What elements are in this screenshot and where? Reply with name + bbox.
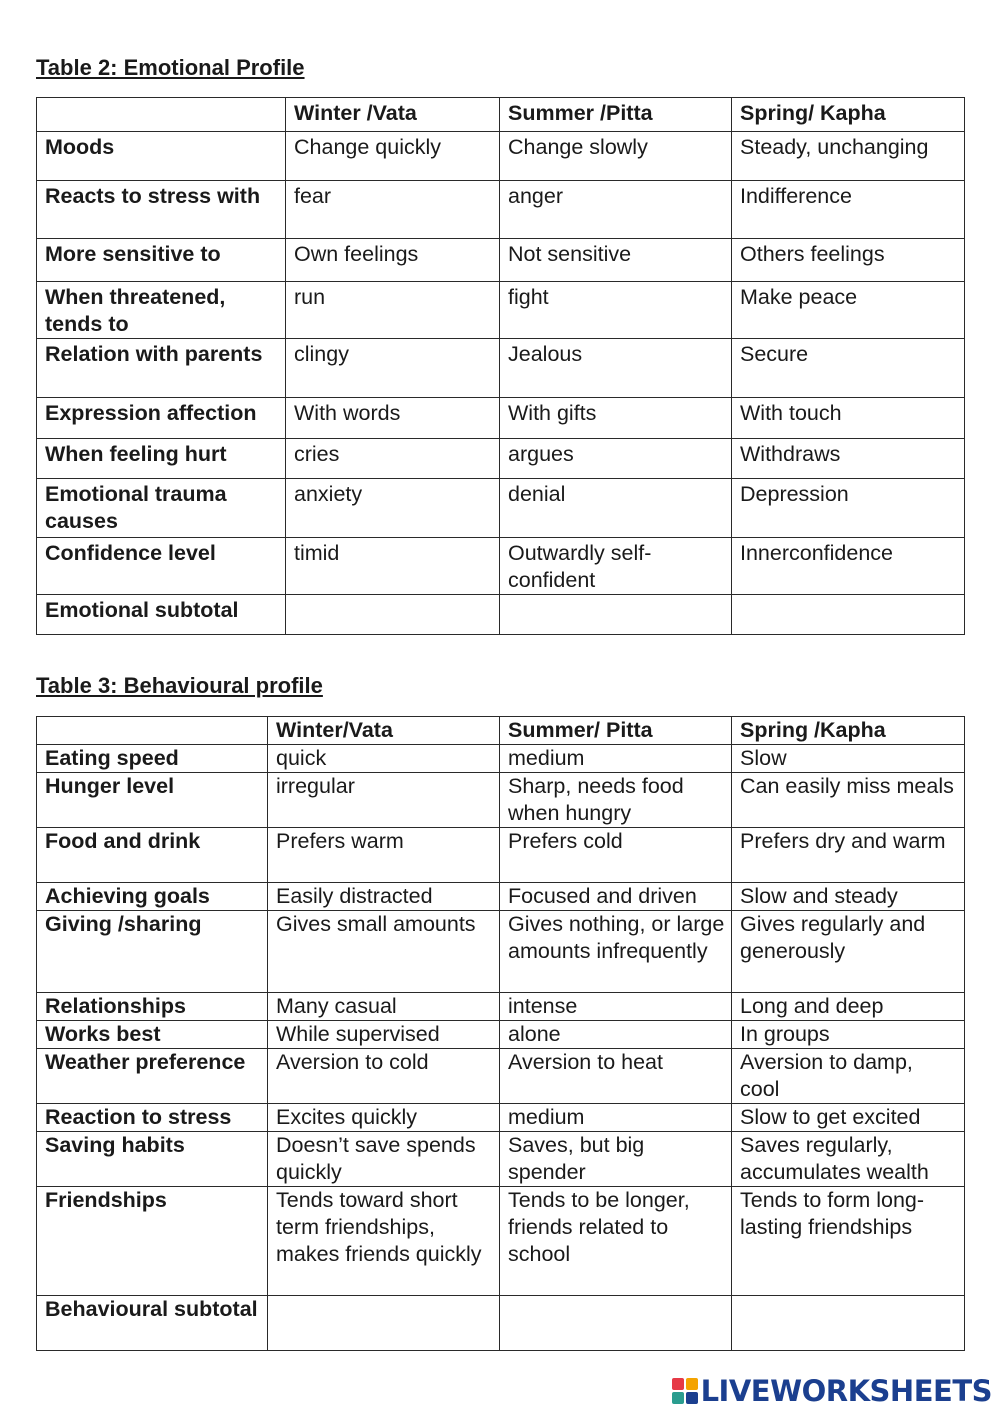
header-cell <box>37 717 268 745</box>
subtotal-cell[interactable] <box>732 595 965 635</box>
row-label: Weather preference <box>37 1049 268 1104</box>
table-row <box>37 239 965 282</box>
table-cell: Many casual <box>268 993 500 1021</box>
logo-square <box>672 1392 684 1404</box>
table-cell: Sharp, needs food when hungry <box>500 773 732 828</box>
table-row <box>37 479 965 538</box>
table-row <box>37 993 965 1021</box>
table-cell: Own feelings <box>286 239 500 282</box>
table-cell: Excites quickly <box>268 1104 500 1132</box>
table-cell: Jealous <box>500 339 732 398</box>
row-label: Food and drink <box>37 828 268 883</box>
table-row <box>37 745 965 773</box>
table-cell: Gives regularly and generously <box>732 911 965 993</box>
table-cell: quick <box>268 745 500 773</box>
table-cell: Easily distracted <box>268 883 500 911</box>
table-cell: Aversion to cold <box>268 1049 500 1104</box>
row-label: Relationships <box>37 993 268 1021</box>
table-cell: Others feelings <box>732 239 965 282</box>
table-cell: anxiety <box>286 479 500 538</box>
table-cell: Aversion to damp, cool <box>732 1049 965 1104</box>
table-row <box>37 1132 965 1187</box>
row-label: Saving habits <box>37 1132 268 1187</box>
table-cell: Prefers dry and warm <box>732 828 965 883</box>
subtotal-cell[interactable] <box>286 595 500 635</box>
table-cell: Doesn’t save spends quickly <box>268 1132 500 1187</box>
table-cell: With touch <box>732 398 965 439</box>
row-label: Emotional subtotal <box>37 595 286 635</box>
table-row <box>37 439 965 479</box>
table-cell: irregular <box>268 773 500 828</box>
table-cell: Change quickly <box>286 132 500 181</box>
table-cell: Secure <box>732 339 965 398</box>
table-row <box>37 828 965 883</box>
table-header-row <box>37 717 965 745</box>
table-cell: anger <box>500 181 732 239</box>
table-cell: Make peace <box>732 282 965 339</box>
row-label: When threatened, tends to <box>37 282 286 339</box>
logo-square <box>686 1378 698 1390</box>
table2-title: Table 2: Emotional Profile <box>36 55 305 80</box>
header-cell: Summer /Pitta <box>500 98 732 132</box>
subtotal-cell[interactable] <box>500 1296 732 1351</box>
table-cell: alone <box>500 1021 732 1049</box>
table-cell: Long and deep <box>732 993 965 1021</box>
row-label: Expression affection <box>37 398 286 439</box>
table-cell: Slow to get excited <box>732 1104 965 1132</box>
emotional-profile-table <box>36 97 965 635</box>
row-label: When feeling hurt <box>37 439 286 479</box>
table-row <box>37 773 965 828</box>
brand-name: LIVEWORKSHEETS <box>700 1374 992 1408</box>
header-cell: Winter/Vata <box>268 717 500 745</box>
header-cell: Spring /Kapha <box>732 717 965 745</box>
subtotal-row <box>37 595 965 635</box>
table-row <box>37 1049 965 1104</box>
row-label: More sensitive to <box>37 239 286 282</box>
table-cell: With gifts <box>500 398 732 439</box>
table-cell: argues <box>500 439 732 479</box>
table-cell: With words <box>286 398 500 439</box>
header-cell: Winter /Vata <box>286 98 500 132</box>
subtotal-row <box>37 1296 965 1351</box>
table-cell: clingy <box>286 339 500 398</box>
table-header-row <box>37 98 965 132</box>
row-label: Confidence level <box>37 538 286 595</box>
table-cell: Saves, but big spender <box>500 1132 732 1187</box>
table-cell: Focused and driven <box>500 883 732 911</box>
row-label: Works best <box>37 1021 268 1049</box>
row-label: Eating speed <box>37 745 268 773</box>
table-cell: Saves regularly, accumulates wealth <box>732 1132 965 1187</box>
table-cell: Innerconfidence <box>732 538 965 595</box>
table-cell: Depression <box>732 479 965 538</box>
table-row <box>37 1104 965 1132</box>
row-label: Emotional trauma causes <box>37 479 286 538</box>
row-label: Hunger level <box>37 773 268 828</box>
table-cell: Tends to be longer, friends related to school <box>500 1187 732 1296</box>
table-row <box>37 883 965 911</box>
subtotal-cell[interactable] <box>732 1296 965 1351</box>
table-cell: Gives nothing, or large amounts infrequently <box>500 911 732 993</box>
table-cell: intense <box>500 993 732 1021</box>
table-cell: Slow <box>732 745 965 773</box>
table-cell: Tends toward short term friendships, makes friends quickly <box>268 1187 500 1296</box>
table-row <box>37 1187 965 1296</box>
table-cell: run <box>286 282 500 339</box>
table-row <box>37 1021 965 1049</box>
table-cell: Gives small amounts <box>268 911 500 993</box>
table-row <box>37 398 965 439</box>
liveworksheets-logo-icon <box>672 1378 698 1404</box>
table-cell: Steady, unchanging <box>732 132 965 181</box>
table-cell: Prefers cold <box>500 828 732 883</box>
table3-title: Table 3: Behavioural profile <box>36 673 323 698</box>
table-row <box>37 132 965 181</box>
table-cell: Can easily miss meals <box>732 773 965 828</box>
table-cell: Tends to form long-lasting friendships <box>732 1187 965 1296</box>
row-label: Giving /sharing <box>37 911 268 993</box>
header-cell: Spring/ Kapha <box>732 98 965 132</box>
table-cell: Aversion to heat <box>500 1049 732 1104</box>
header-cell: Summer/ Pitta <box>500 717 732 745</box>
table-cell: Withdraws <box>732 439 965 479</box>
row-label: Achieving goals <box>37 883 268 911</box>
row-label: Friendships <box>37 1187 268 1296</box>
row-label: Moods <box>37 132 286 181</box>
row-label: Behavioural subtotal <box>37 1296 268 1351</box>
table-cell: medium <box>500 1104 732 1132</box>
logo-square <box>672 1378 684 1390</box>
liveworksheets-logo <box>672 1374 992 1408</box>
table-cell: cries <box>286 439 500 479</box>
table-cell: Outwardly self-confident <box>500 538 732 595</box>
behavioural-profile-table <box>36 716 965 1351</box>
logo-square <box>686 1392 698 1404</box>
header-cell <box>37 98 286 132</box>
table-cell: Change slowly <box>500 132 732 181</box>
subtotal-cell[interactable] <box>268 1296 500 1351</box>
table-cell: Slow and steady <box>732 883 965 911</box>
table-cell: Prefers warm <box>268 828 500 883</box>
table-row <box>37 911 965 993</box>
table-cell: While supervised <box>268 1021 500 1049</box>
table-cell: medium <box>500 745 732 773</box>
table-row <box>37 181 965 239</box>
row-label: Reacts to stress with <box>37 181 286 239</box>
table-row <box>37 282 965 339</box>
subtotal-cell[interactable] <box>500 595 732 635</box>
table-cell: Indifference <box>732 181 965 239</box>
row-label: Relation with parents <box>37 339 286 398</box>
table-cell: timid <box>286 538 500 595</box>
row-label: Reaction to stress <box>37 1104 268 1132</box>
table-cell: fear <box>286 181 500 239</box>
table-row <box>37 538 965 595</box>
table-cell: fight <box>500 282 732 339</box>
table-cell: denial <box>500 479 732 538</box>
table-cell: Not sensitive <box>500 239 732 282</box>
table-row <box>37 339 965 398</box>
table-cell: In groups <box>732 1021 965 1049</box>
